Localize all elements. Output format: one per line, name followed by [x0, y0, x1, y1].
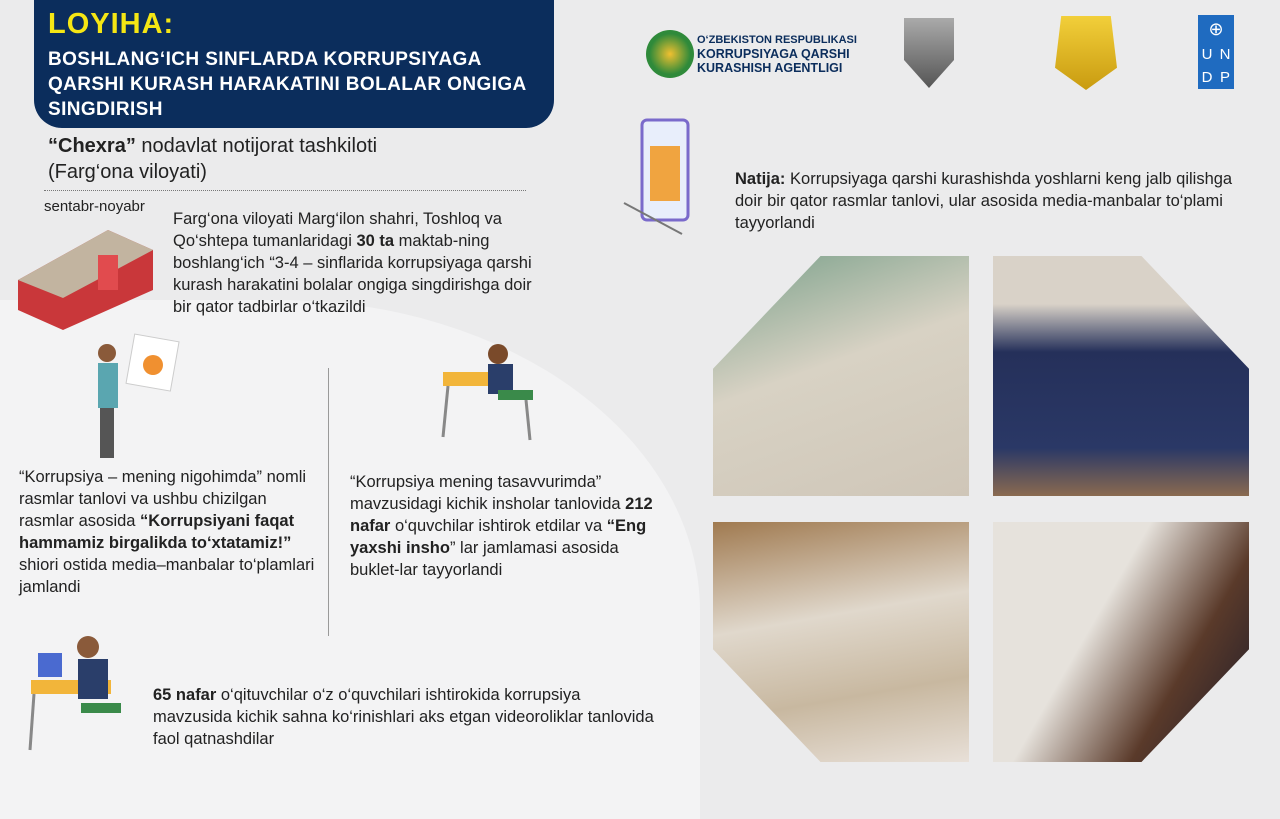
org-region: (Farg‘ona viloyati)	[48, 161, 207, 183]
teacher-laptop-icon	[26, 635, 126, 765]
schools-count: 30 ta	[356, 232, 395, 250]
photo-child-drawing	[993, 522, 1249, 762]
text: “Korrupsiya – mening nigohimda” nomli rasmlar tanlovi va ushbu chizilgan rasmlar asosida	[19, 468, 307, 530]
photo-classroom-drawing	[713, 522, 969, 762]
text: o‘quvchilar ishtirok etdilar va	[390, 517, 607, 535]
block-video-contest	[153, 684, 663, 750]
teachers-count: 65 nafar	[153, 686, 217, 704]
text: o‘qituvchilar o‘z o‘quvchilari ishtirokida korrupsiya mavzusida kichik sahna ko‘rinishlari aks etgan videoroliklar tanlovida faol qatnashdilar	[153, 686, 654, 748]
shield-emblem-logo	[904, 18, 954, 88]
text: “Korrupsiya mening tasavvurimda” mavzusidagi kichik insholar tanlovida	[350, 473, 626, 513]
students-count: 212 nafar	[350, 495, 653, 535]
block-schools	[173, 208, 533, 318]
text: shiori ostida media–manbalar to‘plamlari jamlandi	[19, 556, 315, 596]
project-title: BOSHLANG‘ICH SINFLARDA KORRUPSIYAGA QARSHI KURASH HARAKATINI BOLALAR ONGIGA SINGDIRISH	[48, 49, 526, 120]
essay-title: “Eng yaxshi insho	[350, 517, 647, 557]
text: Farg‘ona viloyati Marg‘ilon shahri, Toshloq va Qo‘shtepa tumanlaridagi	[173, 210, 502, 250]
period: sentabr-noyabr	[44, 198, 145, 215]
org-type: nodavlat notijorat tashkiloti	[135, 135, 378, 157]
organization	[48, 133, 377, 185]
undp-letter: P	[1219, 69, 1230, 86]
divider	[328, 368, 329, 636]
student-writing-icon	[438, 342, 538, 442]
undp-letter: D	[1201, 69, 1213, 86]
project-keyword: LOYIHA:	[48, 8, 175, 40]
block-drawing-contest	[19, 466, 319, 598]
un-emblem-icon: ⊕	[1208, 19, 1224, 39]
divider	[44, 190, 526, 191]
result-block	[735, 168, 1240, 234]
text: ” lar jamlamasi asosida buklet-lar tayyorlandi	[350, 539, 619, 579]
agency-line3: KURASHISH AGENTLIGI	[697, 61, 843, 75]
tablet-books-icon	[622, 118, 694, 238]
agency-line2: KORRUPSIYAGA QARSHI	[697, 47, 850, 61]
undp-letter: U	[1201, 46, 1213, 63]
scales-emblem-logo	[1055, 16, 1117, 90]
school-building-icon	[18, 210, 158, 330]
painter-easel-icon	[95, 333, 185, 463]
agency-line1: O‘ZBEKISTON RESPUBLIKASI	[697, 34, 857, 46]
block-essay-contest	[350, 471, 665, 581]
text: maktab-ning boshlang‘ich “3-4 – sinflarida korrupsiyaga qarshi kurash harakatini bolalar ongiga singdirishga doir bir qator tadbirlar o‘tkazildi	[173, 232, 532, 316]
undp-letter: N	[1219, 46, 1231, 63]
project-banner	[34, 0, 554, 128]
photo-drawings-exhibition	[713, 256, 969, 496]
result-label: Natija:	[735, 170, 786, 188]
slogan: “Korrupsiyani faqat hammamiz birgalikda to‘xtatamiz!”	[19, 512, 295, 552]
result-text: Korrupsiyaga qarshi kurashishda yoshlarni keng jalb qilishga doir bir qator rasmlar tanlovi, ular asosida media-manbalar to‘plami tayyorlandi	[735, 170, 1233, 232]
photo-students-group	[993, 256, 1249, 496]
undp-logo	[1198, 15, 1234, 89]
agency-logo-text	[697, 33, 857, 75]
uzbekistan-emblem-logo	[646, 30, 694, 78]
org-name: “Chexra”	[48, 135, 136, 157]
